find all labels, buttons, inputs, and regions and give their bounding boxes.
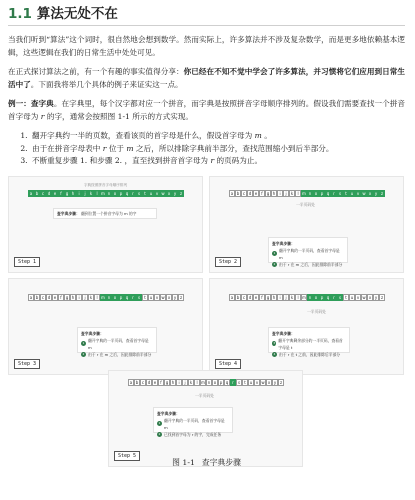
caption-text: 查字典步骤 (201, 457, 241, 467)
note-title: 查字典步骤： (157, 410, 180, 416)
letter-cell: v (155, 294, 159, 300)
letter-cell: z (380, 190, 384, 196)
note-title: 查字典步骤： (272, 330, 295, 336)
letter-cell: t (142, 294, 148, 301)
step-text: 的页码为止。 (214, 156, 263, 165)
letter-cell: v (356, 190, 360, 196)
letter-cell: d (47, 190, 51, 196)
letter-cell: x (368, 294, 372, 300)
step-label: Step 1 (14, 257, 40, 267)
fact-text-end: 。下面我将举几个具体的例子来证实这一点。 (30, 79, 183, 89)
letter-cell: r (331, 294, 337, 301)
note-title: 查字典步骤： (272, 240, 295, 246)
letter-cell: i (76, 190, 82, 197)
step-item (30, 143, 405, 156)
fact-text: 在正式探讨算法之前，有一个有趣的事实值得分享： (8, 67, 184, 76)
step-text: 之后，所以排除字典前半部分，查找范围缩小到后半部分。 (133, 143, 334, 153)
fact-paragraph (8, 66, 405, 91)
letter-cell: c (41, 190, 45, 196)
letter-cell: x (167, 294, 171, 300)
letter-cell: n (308, 190, 312, 196)
letter-cell: k (89, 294, 93, 300)
note-line-text: 翻开字典约一半页码，查看首字母是 m (87, 337, 149, 350)
caption-label: 图 1-1 (172, 457, 195, 467)
letter-cell: j (283, 294, 289, 301)
letter-cell: j (182, 379, 188, 386)
letter-cell: s (137, 190, 141, 196)
figure-panel-step-5 (108, 370, 303, 467)
note-line-text: 翻开字典约一半页码，查看首字母是 m (163, 417, 225, 430)
letter-cell: o (213, 379, 217, 385)
note-line: 1 翻开字典约一半页码，查看首字母是 m (157, 417, 229, 431)
step-item (30, 155, 405, 168)
letter-cell: w (362, 294, 366, 300)
letter-cell: o (314, 294, 318, 300)
figure-panel-step-1 (8, 176, 203, 273)
letter-cell: b (236, 294, 240, 300)
letter-cell: f (58, 190, 64, 197)
letter-cell: a (129, 379, 133, 385)
letter-cell: m (201, 379, 205, 385)
letter-cell: b (236, 190, 240, 196)
note-line: 2 由于 r 在 m 之后，因此排除前半部分 (273, 261, 343, 267)
letter-cell: o (113, 294, 117, 300)
letter-cell: i (76, 294, 82, 301)
example-text: 。在字典里，每个汉字都对应一个拼音，而字典是按照拼音字母顺序排列的。假设我们需要查找一个拼音首字母为 (8, 99, 405, 121)
panel-title: 字典按照拼音字母顺序排列 (83, 182, 128, 187)
letter-cell: a (29, 190, 33, 196)
letter-cell: n (308, 294, 312, 300)
step-list (8, 130, 405, 168)
letter-cell: m (101, 294, 105, 300)
half-marker: 一半页码处 (296, 201, 315, 207)
letter-cell: k (290, 294, 294, 300)
letter-row (28, 190, 186, 197)
letter-cell: z (279, 379, 283, 385)
note-line-text: 由于 r 在 m 之后，因此排除前半部分 (279, 261, 343, 267)
note-title: 查字典步骤： (81, 330, 104, 336)
note-line: 2 由于 r 在 m 之后，因此排除前半部分 (82, 351, 152, 357)
letter-cell: b (35, 190, 39, 196)
letter-cell: h (272, 294, 276, 300)
letter-cell: z (179, 294, 183, 300)
letter-cell: b (135, 379, 139, 385)
letter-cell: p (219, 379, 223, 385)
letter-cell: z (179, 190, 183, 196)
letter-cell: s (338, 190, 342, 196)
math-var: m (254, 131, 262, 140)
step-text: 位于 (106, 143, 127, 153)
note-line: 1 翻开字典约一半页码，查看首字母是 m (272, 247, 344, 261)
letter-cell: y (273, 379, 277, 385)
letter-cell: u (350, 190, 354, 196)
note-line-text: 已找到首字母为 r 的字，完成任务 (164, 431, 222, 437)
letter-cell: h (71, 190, 75, 196)
letter-cell: h (71, 294, 75, 300)
example-text-end: 的字，通常会按照图 1-1 所示的方式实现。 (44, 111, 193, 121)
note-line-text: 由于 r 在 t 之前，因此排除后半部分 (279, 351, 341, 357)
letter-cell: q (125, 294, 129, 300)
letter-cell: y (374, 294, 378, 300)
step-note (268, 327, 350, 357)
math-var: r (210, 156, 215, 165)
letter-cell: g (65, 294, 69, 300)
letter-cell: d (248, 190, 252, 196)
letter-cell: y (173, 294, 177, 300)
figure-caption (8, 458, 405, 468)
letter-cell: l (295, 190, 301, 197)
step-note (153, 407, 233, 437)
letter-cell: b (35, 294, 39, 300)
letter-cell: q (225, 379, 229, 385)
letter-cell: a (230, 294, 234, 300)
step-label: Step 3 (14, 359, 40, 369)
letter-cell: x (267, 379, 271, 385)
letter-cell: m (302, 294, 306, 300)
step-note (268, 237, 348, 267)
letter-cell: t (242, 379, 248, 386)
letter-cell: k (290, 190, 294, 196)
letter-cell: w (261, 379, 265, 385)
letter-cell: c (242, 190, 246, 196)
letter-cell: u (149, 190, 153, 196)
letter-cell: v (356, 294, 360, 300)
letter-cell: u (350, 294, 354, 300)
letter-row (229, 294, 387, 301)
half-marker: 一半页码处 (195, 392, 214, 398)
letter-cell: l (295, 294, 301, 301)
letter-cell: r (230, 379, 236, 386)
letter-cell: f (259, 294, 265, 301)
math-var: m (126, 143, 134, 153)
letter-cell: w (161, 190, 165, 196)
letter-cell: s (338, 294, 342, 300)
letter-cell: l (194, 379, 200, 386)
intro-paragraph: 当我们听到“算法”这个词时，很自然地会想到数学。然而实际上，许多算法并不涉及复杂数学，而是更多地依赖基本逻辑，这些逻辑在我们的日常生活中处处可见。 (8, 35, 405, 57)
figure-panel-step-2 (209, 176, 404, 273)
letter-cell: p (320, 294, 324, 300)
note-line: 2 已找到首字母为 r 的字，完成任务 (158, 431, 222, 437)
letter-cell: r (130, 190, 136, 197)
letter-cell: f (58, 294, 64, 301)
figure-panel-step-4 (209, 278, 404, 375)
letter-cell: t (343, 190, 349, 197)
letter-cell: v (255, 379, 259, 385)
letter-cell: p (119, 294, 123, 300)
example-lead: 例一：查字典 (8, 99, 54, 108)
note-line-text: 翻开字典约一半页码，查看首字母是 m (278, 247, 340, 260)
step-label: Step 5 (114, 451, 140, 461)
note-line-text: 由于 r 在 m 之后，因此排除前半部分 (88, 351, 152, 357)
letter-cell: w (161, 294, 165, 300)
letter-cell: j (82, 294, 88, 301)
letter-cell: g (266, 190, 270, 196)
letter-cell: y (173, 190, 177, 196)
letter-cell: c (242, 294, 246, 300)
step-label: Step 4 (215, 359, 241, 369)
letter-cell: h (171, 379, 175, 385)
letter-cell: u (149, 294, 153, 300)
letter-cell: h (272, 190, 276, 196)
note-line: 4 由于 r 在 t 之前，因此排除后半部分 (273, 351, 341, 357)
letter-row (229, 190, 387, 197)
letter-cell: k (189, 379, 193, 385)
letter-cell: e (254, 190, 258, 196)
letter-cell: u (249, 379, 253, 385)
letter-cell: j (82, 190, 88, 197)
figure-panel-step-3 (8, 278, 203, 375)
letter-cell: n (107, 294, 111, 300)
letter-cell: x (167, 190, 171, 196)
letter-cell: k (89, 190, 93, 196)
letter-cell: q (326, 190, 330, 196)
letter-cell: r (331, 190, 337, 197)
letter-cell: e (254, 294, 258, 300)
letter-cell: e (53, 190, 57, 196)
letter-cell: f (158, 379, 164, 386)
letter-cell: z (380, 294, 384, 300)
note-line: 1 翻开字典约一半页码，查看首字母是 m (81, 337, 153, 351)
letter-cell: g (65, 190, 69, 196)
letter-cell: a (230, 190, 234, 196)
letter-cell: v (155, 190, 159, 196)
letter-cell: d (248, 294, 252, 300)
letter-cell: e (53, 294, 57, 300)
math-var: r (40, 111, 45, 121)
letter-cell: i (277, 294, 283, 301)
letter-cell: m (302, 190, 306, 196)
letter-cell: f (259, 190, 265, 197)
letter-cell: t (142, 190, 148, 197)
step-text: 翻开字典约一半的页数，查看该页的首字母是什么，假设首字母为 (32, 131, 255, 140)
letter-cell: g (266, 294, 270, 300)
letter-cell: a (29, 294, 33, 300)
letter-cell: o (113, 190, 117, 196)
step-note (53, 208, 157, 219)
letter-cell: m (101, 190, 105, 196)
letter-cell: i (176, 379, 182, 386)
letter-cell: t (343, 294, 349, 301)
half-marker: 一半页码处 (307, 308, 326, 314)
step-text: 。 (261, 131, 272, 140)
note-title: 查字典步骤： (57, 210, 80, 216)
letter-cell: j (283, 190, 289, 197)
note-line: 翻到位置一个拼音字母为 m 的字 (81, 210, 137, 216)
math-var: r (102, 143, 107, 153)
letter-cell: i (277, 190, 283, 197)
step-text: 由于在拼音字母表中 (32, 143, 103, 153)
note-line: 3 翻开字典剩余部分约一半页码，查看首字母是 t (272, 337, 346, 351)
note-line-text: 翻开字典剩余部分约一半页码，查看首字母是 t (278, 337, 343, 350)
step-note (77, 327, 157, 357)
letter-cell: x (368, 190, 372, 196)
letter-row (128, 379, 286, 386)
letter-cell: e (153, 379, 157, 385)
letter-row (28, 294, 186, 301)
example-paragraph (8, 98, 405, 123)
step-label: Step 2 (215, 257, 241, 267)
letter-cell: s (237, 379, 241, 385)
letter-cell: l (94, 294, 100, 301)
section-heading (8, 6, 405, 23)
letter-cell: q (326, 294, 330, 300)
letter-cell: c (141, 379, 145, 385)
letter-cell: y (374, 190, 378, 196)
letter-cell: l (94, 190, 100, 197)
step-text: 不断重复步骤 1. 和步骤 2. ，直至找到拼音首字母为 (32, 156, 211, 165)
heading-rule (8, 25, 405, 26)
letter-cell: d (147, 379, 151, 385)
letter-cell: p (320, 190, 324, 196)
letter-cell: q (125, 190, 129, 196)
figure (8, 176, 405, 474)
letter-cell: o (314, 190, 318, 196)
fact-emphasis: 你已经在不知不觉中学会了许多算法，并习惯将它们应用到日常生活中了 (8, 67, 406, 89)
section-title: 算法无处不在 (36, 6, 118, 22)
letter-cell: s (137, 294, 141, 300)
letter-cell: d (47, 294, 51, 300)
letter-cell: n (207, 379, 211, 385)
letter-cell: g (165, 379, 169, 385)
section-number: 1.1 (8, 6, 32, 22)
letter-cell: r (130, 294, 136, 301)
letter-cell: c (41, 294, 45, 300)
letter-cell: w (362, 190, 366, 196)
letter-cell: n (107, 190, 111, 196)
step-item (30, 130, 405, 143)
letter-cell: p (119, 190, 123, 196)
